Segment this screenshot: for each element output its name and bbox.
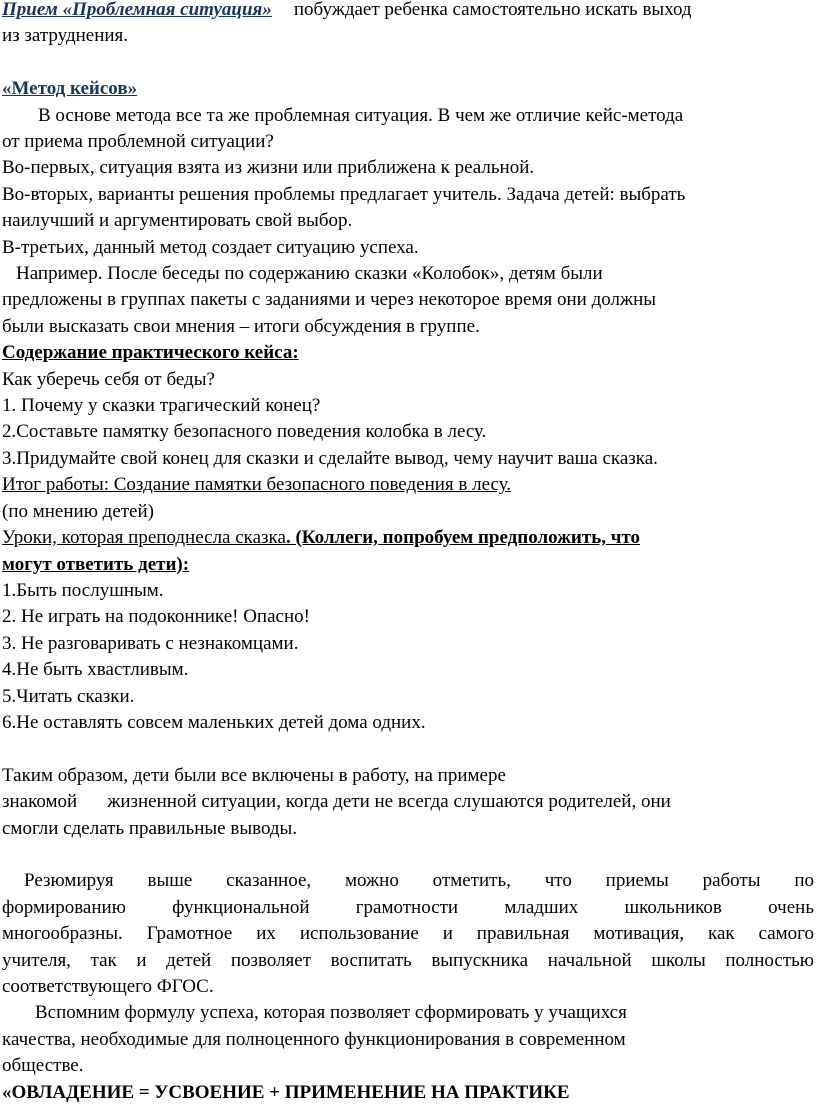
conclusion-l2-a: знакомой — [2, 791, 78, 813]
conclusion-l2-b: жизненной ситуации, когда дети не всегда слушаются родителей, они — [107, 791, 671, 813]
spacer — [0, 736, 816, 762]
practical-task-3: 3.Придумайте свой конец для сказки и сделайте вывод, чему научит ваша сказка. — [2, 447, 658, 469]
summary-l1 — [0, 868, 814, 894]
cases-p2: Во-первых, ситуация взята из жизни или приближена к реальной. — [2, 157, 535, 179]
practical-heading: Содержание практического кейса: — [2, 342, 299, 364]
conclusion-l1: Таким образом, дети были все включены в работу, на примере — [2, 764, 506, 786]
conclusion-l2 — [0, 789, 816, 815]
summary-l1-text: Резюмируя выше сказанное, можно отметить, что приемы работы по — [24, 870, 814, 892]
answer-item: 3. Не разговаривать с незнакомцами. — [2, 632, 299, 654]
cases-p4: В-третьих, данный метод создает ситуацию успеха. — [2, 236, 419, 258]
intro-text-1: побуждает ребенка самостоятельно искать выход — [293, 0, 692, 20]
answer-item: 5.Читать сказки. — [2, 685, 135, 707]
cases-p3-l2: наилучший и аргументировать свой выбор. — [2, 210, 353, 232]
cases-p5-l3: были высказать свои мнения – итоги обсуждения в группе. — [2, 315, 480, 337]
cases-p3-l1: Во-вторых, варианты решения проблемы предлагает учитель. Задача детей: выбрать — [2, 183, 686, 205]
formula-l3: обществе. — [2, 1055, 84, 1077]
summary-l4-text: учителя, так и детей позволяет воспитать выпускника начальной школы полностью — [2, 949, 814, 971]
practical-lessons-line-1 — [0, 525, 816, 551]
formula-l1: Вспомним формулу успеха, которая позволяет сформировать у учащихся — [35, 1002, 627, 1024]
cases-heading: «Метод кейсов» — [2, 78, 138, 100]
intro-line-1 — [0, 0, 816, 23]
practical-task-2: 2.Составьте памятку безопасного поведения колобка в лесу. — [2, 421, 487, 443]
lessons-bold-2: могут ответить дети): — [2, 553, 190, 575]
lessons-lead: Уроки, которая преподнесла сказка — [2, 527, 286, 549]
summary-l2 — [0, 895, 814, 921]
answer-item: 1.Быть послушным. — [2, 579, 164, 601]
cases-p5-l2: предложены в группах пакеты с заданиями и через некоторое время они должны — [2, 289, 657, 311]
formula-l2: качества, необходимые для полноценного функционирования в современном — [2, 1028, 626, 1050]
cases-heading-line — [0, 76, 816, 102]
cases-p1-l1: В основе метода все та же проблемная ситуация. В чем же отличие кейс-метода — [38, 104, 684, 126]
spacer — [0, 842, 816, 868]
conclusion-l3: смогли сделать правильные выводы. — [2, 817, 298, 839]
practical-result: Итог работы: Создание памятки безопасного поведения в лесу. — [2, 474, 512, 496]
answer-item: 6.Не оставлять совсем маленьких детей дома одних. — [2, 711, 426, 733]
intro-title: Прием «Проблемная ситуация» — [2, 0, 272, 20]
summary-l2-text: формированию функциональной грамотности младших школьников очень — [2, 896, 814, 918]
practical-task-1: 1. Почему у сказки трагический конец? — [2, 395, 321, 417]
summary-l5: соответствующего ФГОС. — [2, 975, 214, 997]
intro-line-2: из затруднения. — [2, 25, 129, 47]
formula-final: «ОВЛАДЕНИЕ = УСВОЕНИЕ + ПРИМЕНЕНИЕ НА ПРАКТИКЕ — [2, 1081, 570, 1103]
practical-opinion: (по мнению детей) — [2, 500, 154, 522]
cases-p1-l2: от приема проблемной ситуации? — [2, 131, 274, 153]
summary-l3-text: многообразны. Грамотное их использование и правильная мотивация, как самого — [2, 923, 814, 945]
answer-item: 2. Не играть на подоконнике! Опасно! — [2, 606, 310, 628]
practical-lessons-line-2 — [0, 552, 816, 578]
spacer — [0, 50, 816, 76]
practical-heading-line — [0, 340, 816, 366]
lessons-bold-1: . (Коллеги, попробуем предположить, что — [285, 527, 641, 549]
practical-question: Как уберечь себя от беды? — [2, 368, 215, 390]
cases-p5-l1: Например. После беседы по содержанию сказки «Колобок», детям были — [16, 263, 603, 285]
practical-result-line — [0, 472, 816, 498]
summary-l4 — [0, 948, 814, 974]
summary-l3 — [0, 921, 814, 947]
answer-item: 4.Не быть хвастливым. — [2, 659, 189, 681]
